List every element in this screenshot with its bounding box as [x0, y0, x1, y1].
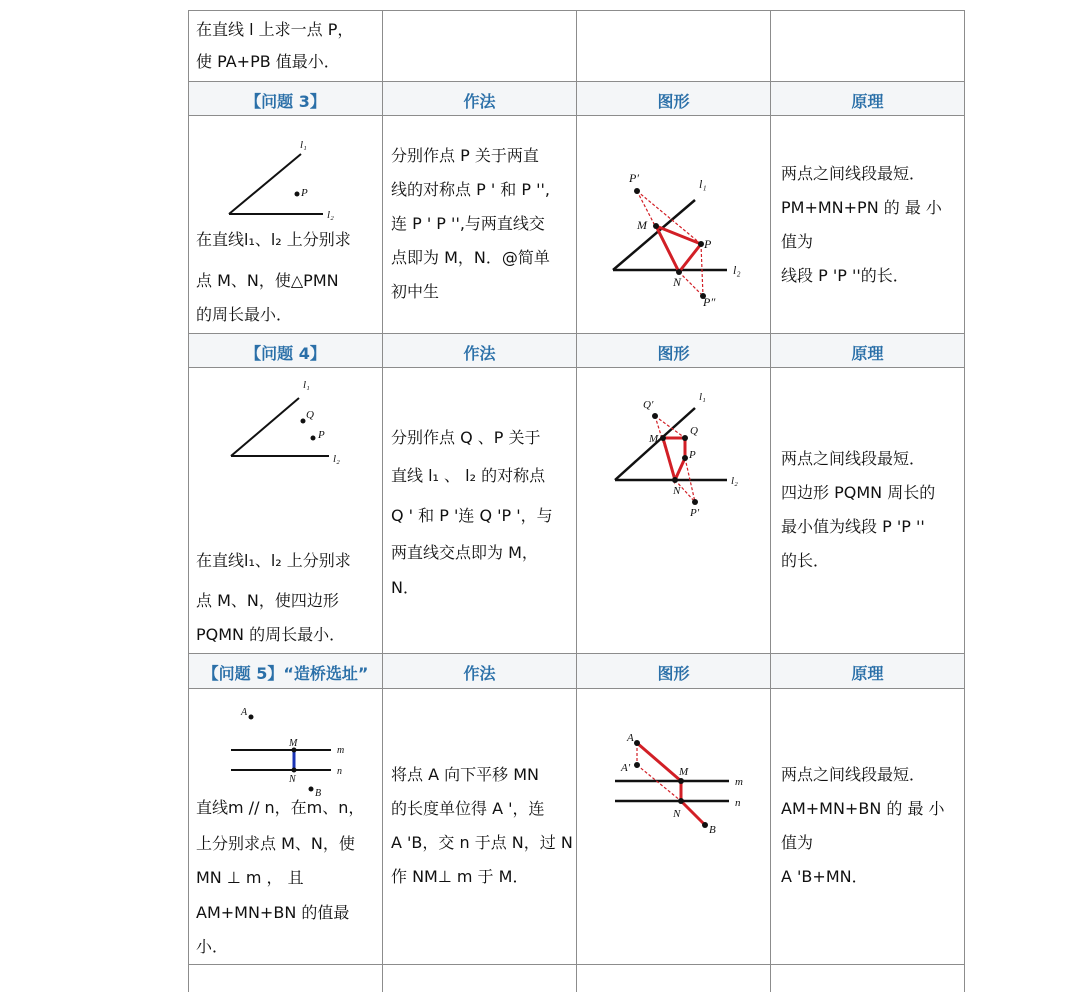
header-problem5: 【问题 5】“造桥选址”: [202, 664, 369, 683]
table-divider-1: [382, 10, 383, 992]
problem5-method-line3: A 'B，交 n 于点 N，过 N: [391, 833, 573, 852]
problem3-principle-line1: 两点之间线段最短．: [781, 164, 926, 183]
header-figure: 图形: [657, 344, 690, 363]
problem5-principle-line4: A 'B+MN．: [781, 867, 868, 886]
problem3-method-line3: 连 P ' P '',与两直线交: [391, 214, 545, 233]
problem3-principle-line4: 线段 P 'P ''的长．: [781, 266, 909, 285]
label-line-m: m: [337, 745, 345, 756]
problem4-method-line2: 直线 l₁ 、 l₂ 的对称点: [391, 466, 546, 485]
label-n: N: [673, 808, 681, 820]
header-method: 作法: [463, 664, 496, 683]
problem5-method-line1: 将点 A 向下平移 MN: [391, 765, 539, 784]
problem4-principle-line2: 四边形 PQMN 周长的: [781, 483, 936, 502]
label-l1: l₁: [303, 379, 310, 391]
label-q-prime: Q′: [643, 399, 654, 411]
header-method: 作法: [463, 92, 496, 111]
problem3-solution-figure: [577, 116, 770, 332]
problem4-condition-line3: PQMN 的周长最小．: [196, 625, 346, 644]
label-l2: l₂: [731, 475, 738, 487]
label-a: A: [241, 707, 248, 718]
problem3-principle-line2: PM+MN+PN 的 最 小: [781, 198, 942, 217]
problem3-condition-line2: 点 M、N，使△PMN: [196, 271, 339, 290]
problem4-solution-figure: [577, 368, 770, 528]
problem3-condition-figure: [189, 116, 382, 226]
problem5-method-line4: 作 NM⊥ m 于 M．: [391, 867, 529, 886]
problem5-condition-line4: AM+MN+BN 的值最: [196, 903, 350, 922]
header-problem4: 【问题 4】: [245, 344, 326, 363]
header-principle: 原理: [851, 92, 884, 111]
label-p: P: [318, 429, 325, 441]
label-line-n: n: [735, 797, 741, 809]
header-principle: 原理: [851, 344, 884, 363]
label-m: M: [289, 738, 298, 749]
table-border-top: [188, 10, 965, 11]
problem5-principle-line1: 两点之间线段最短．: [781, 765, 926, 784]
label-l1: l₁: [300, 139, 307, 151]
label-a-prime: A′: [621, 762, 631, 774]
row-divider: [188, 81, 965, 82]
header-figure: 图形: [657, 92, 690, 111]
label-q: Q: [690, 425, 698, 437]
problem5-condition-line5: 小．: [196, 937, 229, 956]
problem4-method-line4: 两直线交点即为 M，: [391, 543, 538, 562]
problem4-condition-line1: 在直线l₁、l₂ 上分别求: [196, 551, 351, 570]
row0-condition-line2: 使 PA+PB 值最小．: [196, 52, 340, 71]
row-divider: [188, 964, 965, 965]
problem3-method-line5: 初中生: [391, 282, 440, 301]
problem5-solution-figure: [577, 689, 770, 839]
problem3-method-line2: 线的对称点 P ' 和 P '',: [391, 180, 551, 199]
label-l2: l₂: [327, 209, 334, 221]
problem4-condition-line2: 点 M、N，使四边形: [196, 591, 339, 610]
label-n: N: [289, 774, 296, 785]
problem4-principle-line4: 的长．: [781, 551, 830, 570]
label-n: N: [673, 275, 682, 289]
table-divider-3: [770, 10, 771, 992]
label-l1: l₁: [699, 391, 706, 403]
label-l1: l₁: [699, 177, 707, 191]
label-m: M: [637, 218, 647, 232]
label-b: B: [709, 824, 716, 836]
label-p-prime: P′: [629, 171, 639, 185]
row-divider: [188, 653, 965, 654]
label-p: P: [301, 187, 308, 199]
problem5-principle-line3: 值为: [781, 833, 814, 852]
problem4-method-line3: Q ' 和 P '连 Q 'P '，与: [391, 506, 553, 525]
header-figure: 图形: [657, 664, 690, 683]
problem5-condition-line3: MN ⊥ m ， 且: [196, 868, 304, 887]
problem4-principle-line3: 最小值为线段 P 'P '': [781, 517, 925, 536]
table-border-right: [964, 10, 965, 992]
label-m: M: [649, 433, 659, 445]
label-line-n: n: [337, 766, 342, 777]
header-method: 作法: [463, 344, 496, 363]
problem4-method-line1: 分别作点 Q 、P 关于: [391, 428, 541, 447]
problem4-principle-line1: 两点之间线段最短．: [781, 449, 926, 468]
problem4-method-line5: N．: [391, 578, 419, 597]
row0-condition-line1: 在直线 l 上求一点 P，: [196, 20, 354, 39]
problem5-method-line2: 的长度单位得 A '，连: [391, 799, 545, 818]
problem5-condition-line1: 直线m // n，在m、n，: [196, 798, 365, 817]
label-q: Q: [306, 409, 314, 421]
label-p: P: [704, 237, 712, 251]
problem3-principle-line3: 值为: [781, 232, 814, 251]
label-p: P: [689, 449, 696, 461]
problem3-condition-line1: 在直线l₁、l₂ 上分别求: [196, 230, 351, 249]
label-l2: l₂: [733, 263, 741, 277]
row-divider: [188, 333, 965, 334]
problem5-condition-figure: [189, 689, 382, 799]
problem5-principle-line2: AM+MN+BN 的 最 小: [781, 799, 945, 818]
problem3-method-line1: 分别作点 P 关于两直: [391, 146, 539, 165]
problem3-condition-line3: 的周长最小．: [196, 305, 293, 324]
label-p-double-prime: P″: [703, 295, 716, 309]
label-l2: l₂: [333, 453, 340, 465]
label-b: B: [315, 788, 322, 799]
label-a: A: [627, 732, 634, 744]
label-n: N: [673, 485, 681, 497]
problem4-condition-figure: [189, 368, 382, 478]
problem5-condition-line2: 上分别求点 M、N，使: [196, 834, 355, 853]
label-p-prime: P′: [690, 507, 700, 519]
label-line-m: m: [735, 776, 743, 788]
header-problem3: 【问题 3】: [245, 92, 326, 111]
header-principle: 原理: [851, 664, 884, 683]
problem3-method-line4: 点即为 M，N．@简单: [391, 248, 550, 267]
label-m: M: [679, 766, 689, 778]
